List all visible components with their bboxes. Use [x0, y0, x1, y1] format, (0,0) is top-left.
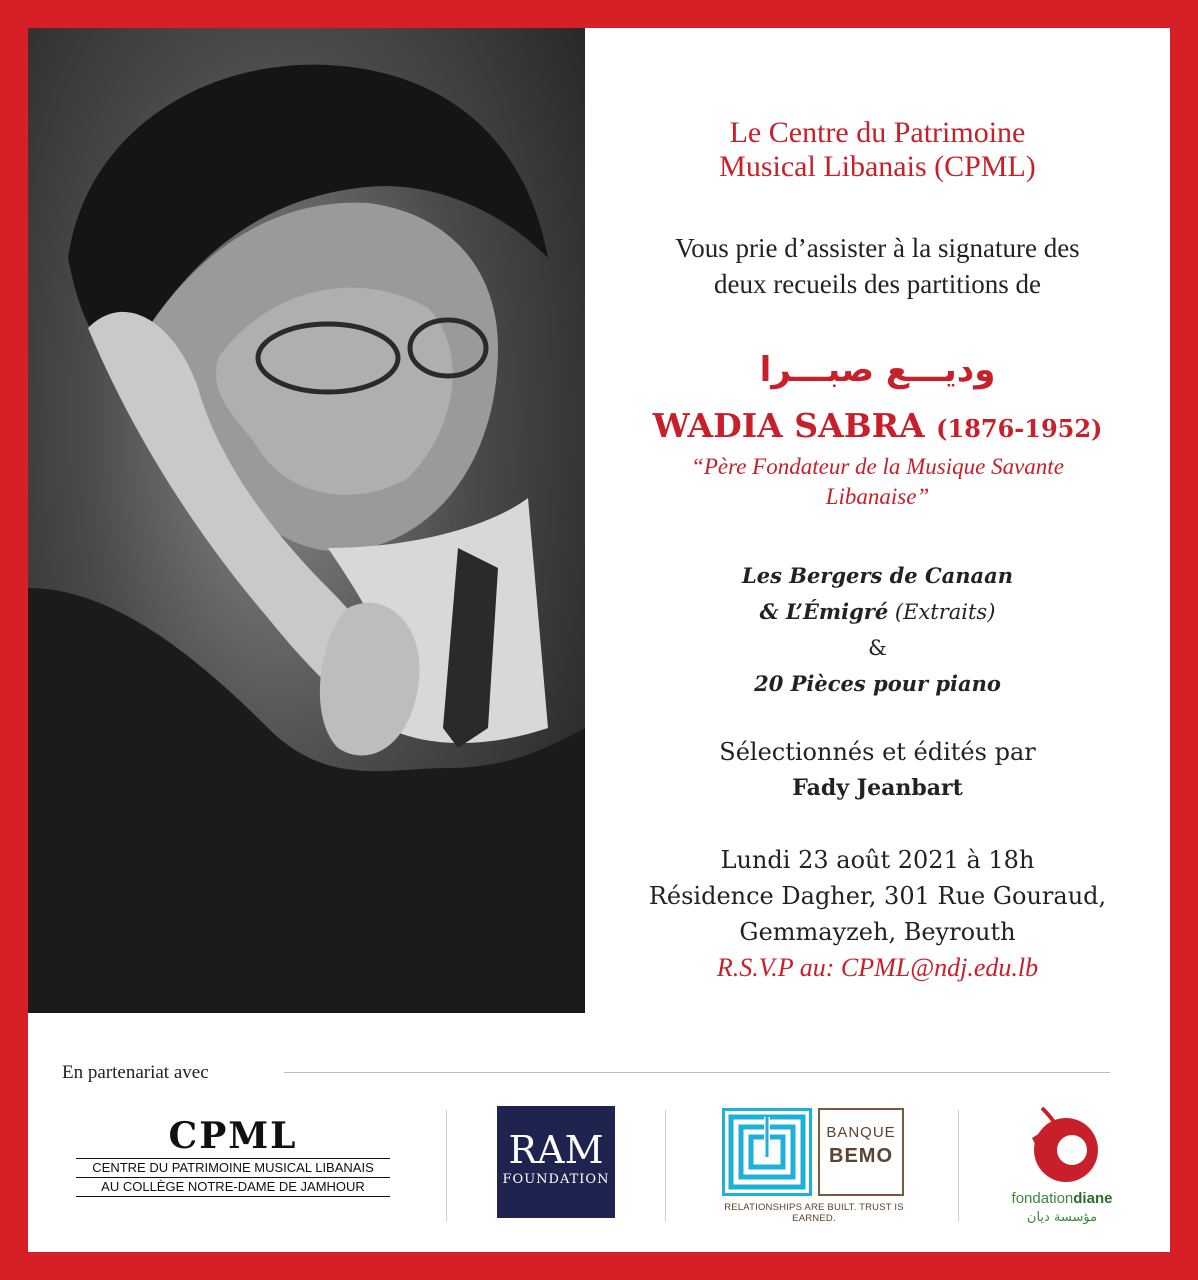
work-title: 20 Pièces pour piano [754, 671, 1001, 696]
tagline-line: Libanaise” [825, 484, 930, 509]
ram-foundation-logo [497, 1106, 615, 1218]
organizer-title [585, 116, 1170, 184]
logo-divider [446, 1110, 447, 1222]
composer-arabic-name: وديـــع صبـــرا [759, 350, 996, 390]
organizer-line: Musical Libanais (CPML) [719, 150, 1036, 183]
editor-name: Fady Jeanbart [792, 775, 963, 801]
cpml-logo-acronym: CPML [168, 1115, 298, 1157]
banque-bemo-logo [722, 1108, 906, 1224]
logo-divider [665, 1110, 666, 1222]
diane-name: diane [1073, 1190, 1113, 1207]
invitation-card [28, 28, 1170, 1252]
partners-label: En partenariat avec [62, 1062, 209, 1083]
bemo-word: BEMO [829, 1145, 893, 1167]
ram-logo-subtitle: FOUNDATION [502, 1172, 610, 1187]
rsvp-email-link[interactable]: R.S.V.P au: CPML@ndj.edu.lb [716, 953, 1039, 982]
diane-horn-icon [1002, 1098, 1122, 1190]
portrait-photo [28, 28, 585, 1013]
event-address: Résidence Dagher, 301 Rue Gouraud, [648, 882, 1107, 910]
diane-prefix: fondation [1011, 1190, 1074, 1207]
partners-divider [284, 1072, 1110, 1073]
bemo-word: BANQUE [826, 1124, 896, 1141]
cpml-logo [68, 1116, 398, 1198]
diane-arabic: مؤسسة ديان [1026, 1210, 1098, 1225]
organizer-line: Le Centre du Patrimoine [729, 116, 1026, 149]
bemo-wordmark [818, 1108, 904, 1196]
bemo-maze-icon [722, 1108, 812, 1196]
ram-logo-acronym: RAM [508, 1128, 604, 1172]
bemo-tagline: RELATIONSHIPS ARE BUILT. TRUST IS EARNED. [724, 1202, 904, 1224]
event-details [585, 842, 1170, 986]
editor-label: Sélectionnés et édités par [719, 738, 1036, 766]
cpml-logo-line: CENTRE DU PATRIMOINE MUSICAL LIBANAIS [76, 1158, 390, 1178]
editor-credit [585, 734, 1170, 806]
works-list [585, 558, 1170, 702]
work-title: & L’Émigré [759, 599, 889, 624]
event-datetime: Lundi 23 août 2021 à 18h [720, 846, 1035, 874]
tagline-line: “Père Fondateur de la Musique Savante [691, 454, 1064, 479]
cpml-logo-line: AU COLLÈGE NOTRE-DAME DE JAMHOUR [76, 1178, 390, 1197]
work-title: Les Bergers de Canaan [741, 563, 1014, 588]
composer-name-text: WADIA SABRA [652, 406, 925, 445]
composer-name [585, 406, 1170, 449]
work-note: (Extraits) [894, 600, 996, 624]
invitation-line-2: deux recueils des partitions de [714, 269, 1041, 299]
composer-tagline [585, 452, 1170, 512]
logo-divider [958, 1110, 959, 1222]
event-address: Gemmayzeh, Beyrouth [739, 918, 1016, 946]
invitation-line-1: Vous prie d’assister à la signature des [675, 233, 1080, 263]
composer-years: (1876-1952) [936, 414, 1103, 443]
portrait-illustration [28, 28, 585, 1013]
invitation-text [585, 28, 1170, 1013]
diane-wordmark [1002, 1190, 1122, 1207]
fondation-diane-logo [1002, 1098, 1122, 1228]
works-ampersand: & [868, 636, 887, 660]
invitation-line [585, 230, 1170, 302]
